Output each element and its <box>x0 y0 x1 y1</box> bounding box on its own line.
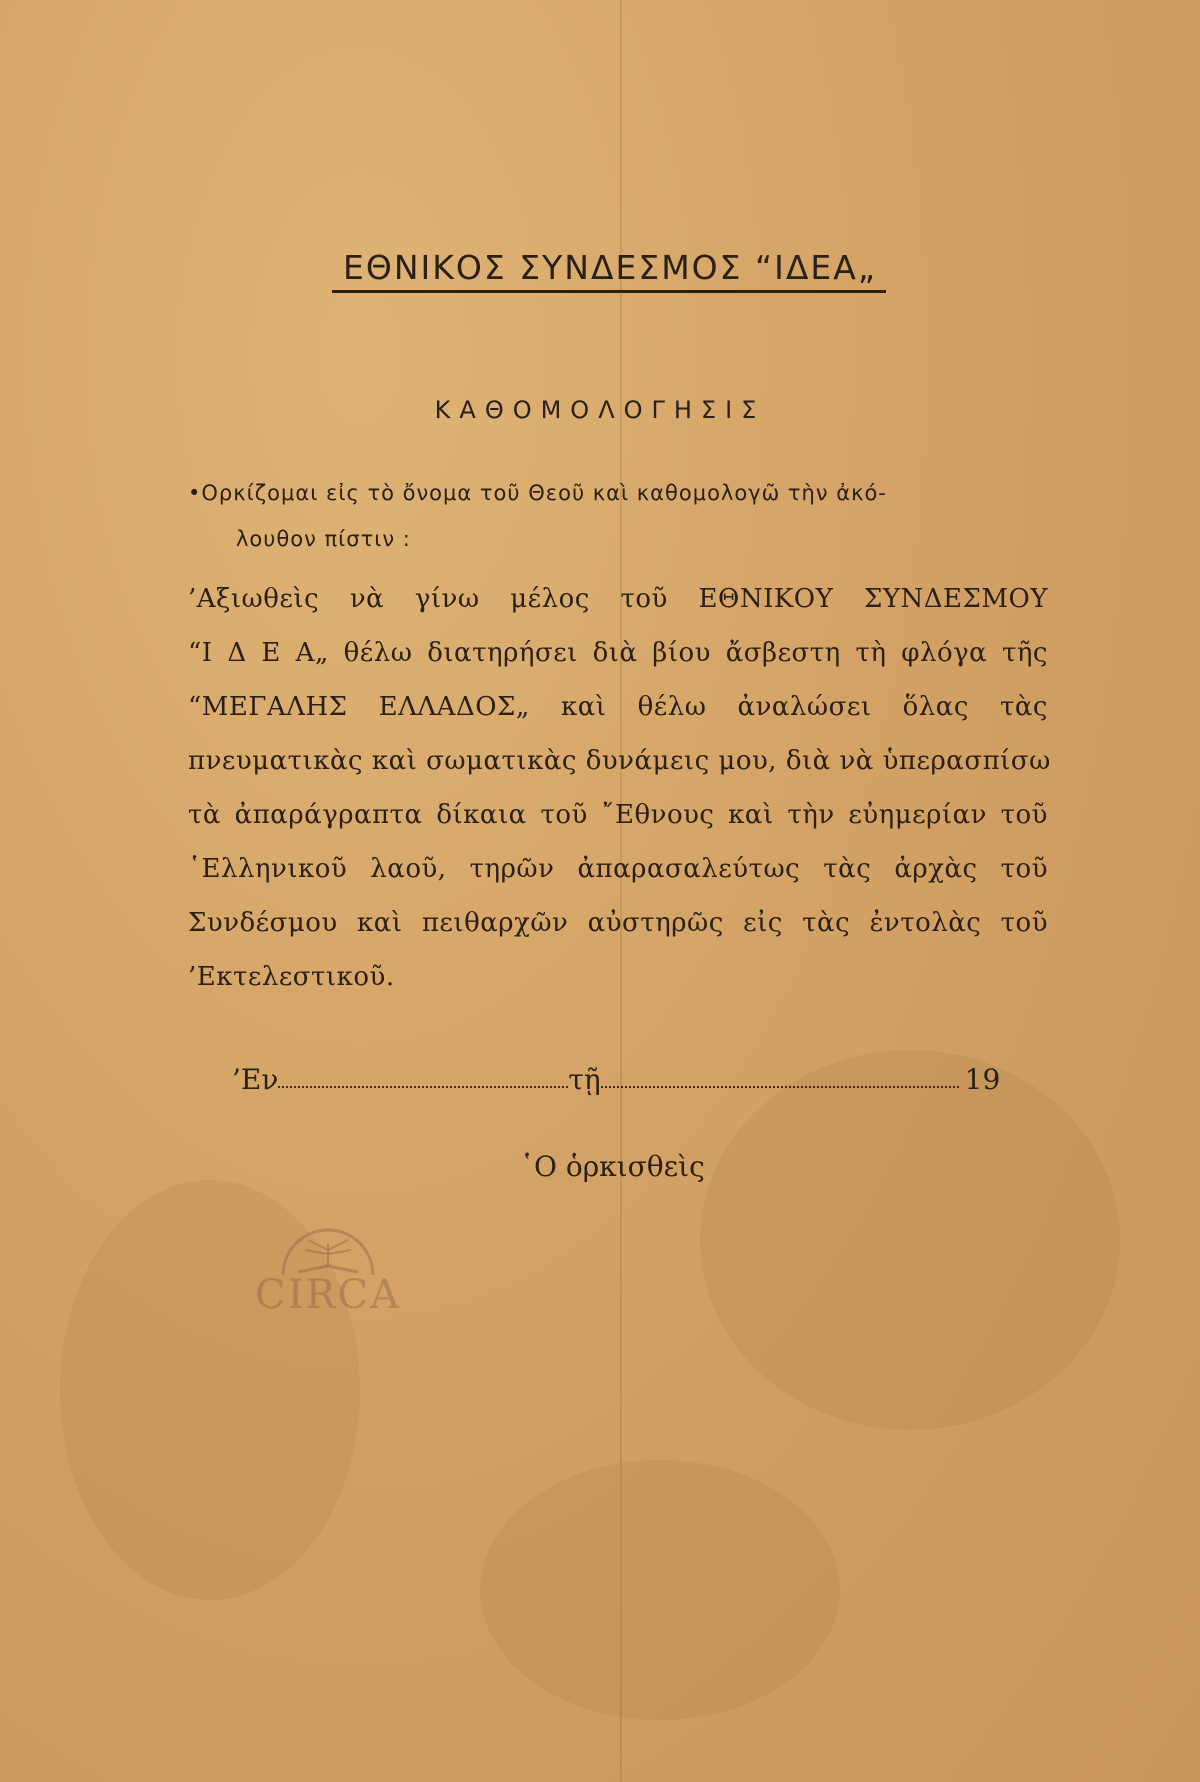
organization-title: ΕΘΝΙΚΟΣ ΣΥΝΔΕΣΜΟΣ “ΙΔΕΑ„ <box>343 248 877 287</box>
day-blank <box>601 1086 959 1088</box>
watermark <box>238 1220 418 1350</box>
book-logo-icon <box>273 1220 383 1280</box>
day-prefix: τῇ <box>568 1063 601 1096</box>
place-prefix: ’Εν <box>232 1063 279 1096</box>
oath-body <box>188 572 1051 1004</box>
intro-line-1: •Ορκίζομαι εἰς τὸ ὄνομα τοῦ Θεοῦ καὶ καθομολογῶ τὴν ἀκό- <box>188 481 887 505</box>
signer-label: ῾Ο ὁρκισθεὶς <box>520 1150 705 1183</box>
body-line: τὰ ἀπαράγραπτα δίκαια τοῦ ῎Εθνους καὶ τὴν εὐημερίαν τοῦ <box>188 800 1048 830</box>
place-blank <box>278 1086 568 1088</box>
watermark-text: CIRCA <box>254 1272 401 1318</box>
oath-intro <box>188 470 1048 562</box>
intro-line-2: λουθον πίστιν : <box>236 527 411 551</box>
date-line <box>232 1056 1012 1096</box>
title-underline <box>332 290 886 293</box>
paper-stain <box>480 1460 840 1720</box>
body-line: Συνδέσμου καὶ πειθαρχῶν αὐστηρῶς εἰς τὰς ἐντολὰς τοῦ <box>188 908 1048 938</box>
body-line: ’Αξιωθεὶς νὰ γίνω μέλος τοῦ ΕΘΝΙΚΟΥ ΣΥΝΔΕΣΜΟΥ <box>188 584 1048 614</box>
document-heading: ΚΑΘΟΜΟΛΟΓΗΣΙΣ <box>434 396 766 424</box>
paper-stain <box>700 1050 1120 1430</box>
year-prefix: 19 <box>964 1063 1001 1096</box>
body-line: ῾Ελληνικοῦ λαοῦ, τηρῶν ἀπαρασαλεύτως τὰς ἀρχὰς τοῦ <box>188 854 1048 884</box>
body-line: “Ι Δ Ε Α„ θέλω διατηρήσει διὰ βίου ἄσβεστη τὴ φλόγα τῆς <box>188 638 1048 668</box>
body-line: πνευματικὰς καὶ σωματικὰς δυνάμεις μου, διὰ νὰ ὑπερασπίσω <box>188 746 1051 776</box>
body-line: ’Εκτελεστικοῦ. <box>188 962 395 992</box>
body-line: “ΜΕΓΑΛΗΣ ΕΛΛΑΔΟΣ„ καὶ θέλω ἀναλώσει ὅλας τὰς <box>188 692 1048 722</box>
